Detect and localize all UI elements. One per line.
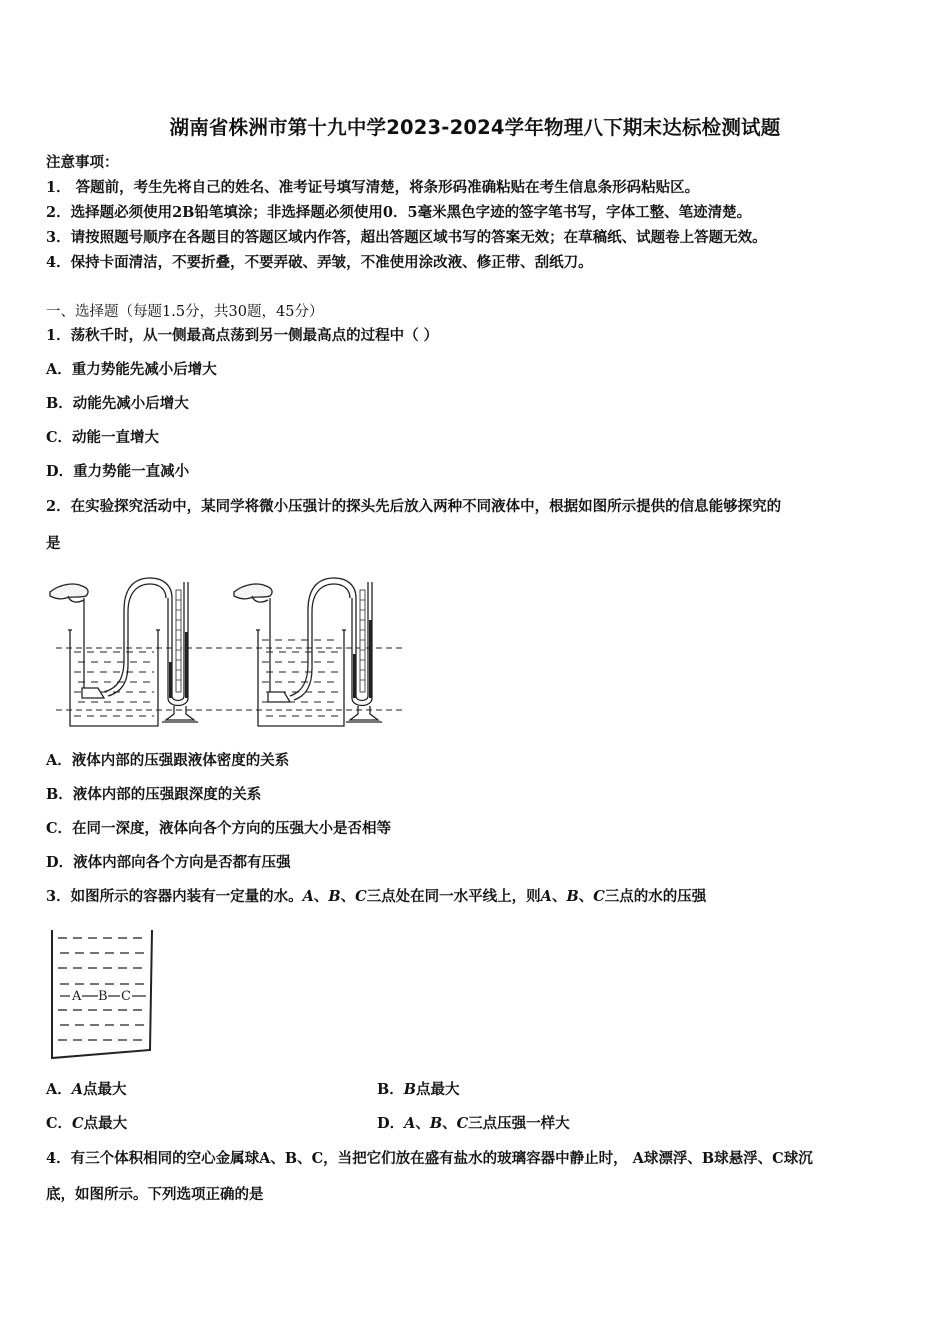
q1-stem: 1．荡秋千时，从一侧最高点荡到另一侧最高点的过程中（ ） — [46, 327, 439, 344]
notice-item-3: 3．请按照题号顺序在各题目的答题区域内作答，超出答题区域书写的答案无效；在草稿纸、试题卷上答题无效。 — [46, 229, 767, 246]
page-title: 湖南省株洲市第十九中学2023-2024学年物理八下期末达标检测试题 — [169, 116, 781, 139]
q1-option-b: B．动能先减小后增大 — [46, 395, 189, 412]
q3-container-figure — [46, 926, 158, 1062]
q3-option-a: A．A点最大 — [46, 1081, 127, 1098]
q1-option-d: D．重力势能一直减小 — [46, 463, 190, 480]
q4-stem-line1: 4．有三个体积相同的空心金属球A、B、C，当把它们放在盛有盐水的玻璃容器中静止时， A球漂浮、B球悬浮、C球沉 — [46, 1150, 813, 1167]
q1-option-a: A．重力势能先减小后增大 — [46, 361, 217, 378]
section-heading: 一、选择题（每题1.5分，共30题，45分） — [46, 304, 324, 320]
q3-option-b: B．B点最大 — [377, 1081, 460, 1098]
q3-option-d: D．A、B、C三点压强一样大 — [377, 1115, 570, 1132]
q2-option-d: D．液体内部向各个方向是否都有压强 — [46, 854, 291, 871]
q3-label-b: B — [98, 989, 108, 1004]
q3-label-c: C — [121, 989, 131, 1004]
q1-option-c: C．动能一直增大 — [46, 429, 160, 446]
notice-heading: 注意事项： — [46, 154, 119, 171]
q3-stem: 3．如图所示的容器内装有一定量的水。A、B、C三点处在同一水平线上，则A、B、C三点的水的压强 — [46, 888, 707, 905]
q2-stem-line1: 2．在实验探究活动中，某同学将微小压强计的探头先后放入两种不同液体中，根据如图所示提供的信息能够探究的 — [46, 498, 782, 515]
notice-item-2: 2．选择题必须使用2B铅笔填涂；非选择题必须使用0．5毫米黑色字迹的签字笔书写，字体工整、笔迹清楚。 — [46, 204, 752, 221]
q2-stem-line2: 是 — [46, 535, 61, 552]
notice-item-4: 4．保持卡面清洁，不要折叠，不要弄破、弄皱，不准使用涂改液、修正带、刮纸刀。 — [46, 254, 593, 271]
q2-option-b: B．液体内部的压强跟深度的关系 — [46, 786, 262, 803]
q2-pressure-gauge-figure — [44, 570, 414, 730]
q2-option-c: C．在同一深度，液体向各个方向的压强大小是否相等 — [46, 820, 392, 837]
q3-option-c: C．C点最大 — [46, 1115, 128, 1132]
q4-stem-line2: 底，如图所示。下列选项正确的是 — [46, 1186, 264, 1203]
notice-item-1: 1． 答题前，考生先将自己的姓名、准考证号填写清楚，将条形码准确粘贴在考生信息条形码粘贴区。 — [46, 179, 700, 196]
q3-label-a: A — [72, 989, 82, 1004]
q2-option-a: A．液体内部的压强跟液体密度的关系 — [46, 752, 290, 769]
